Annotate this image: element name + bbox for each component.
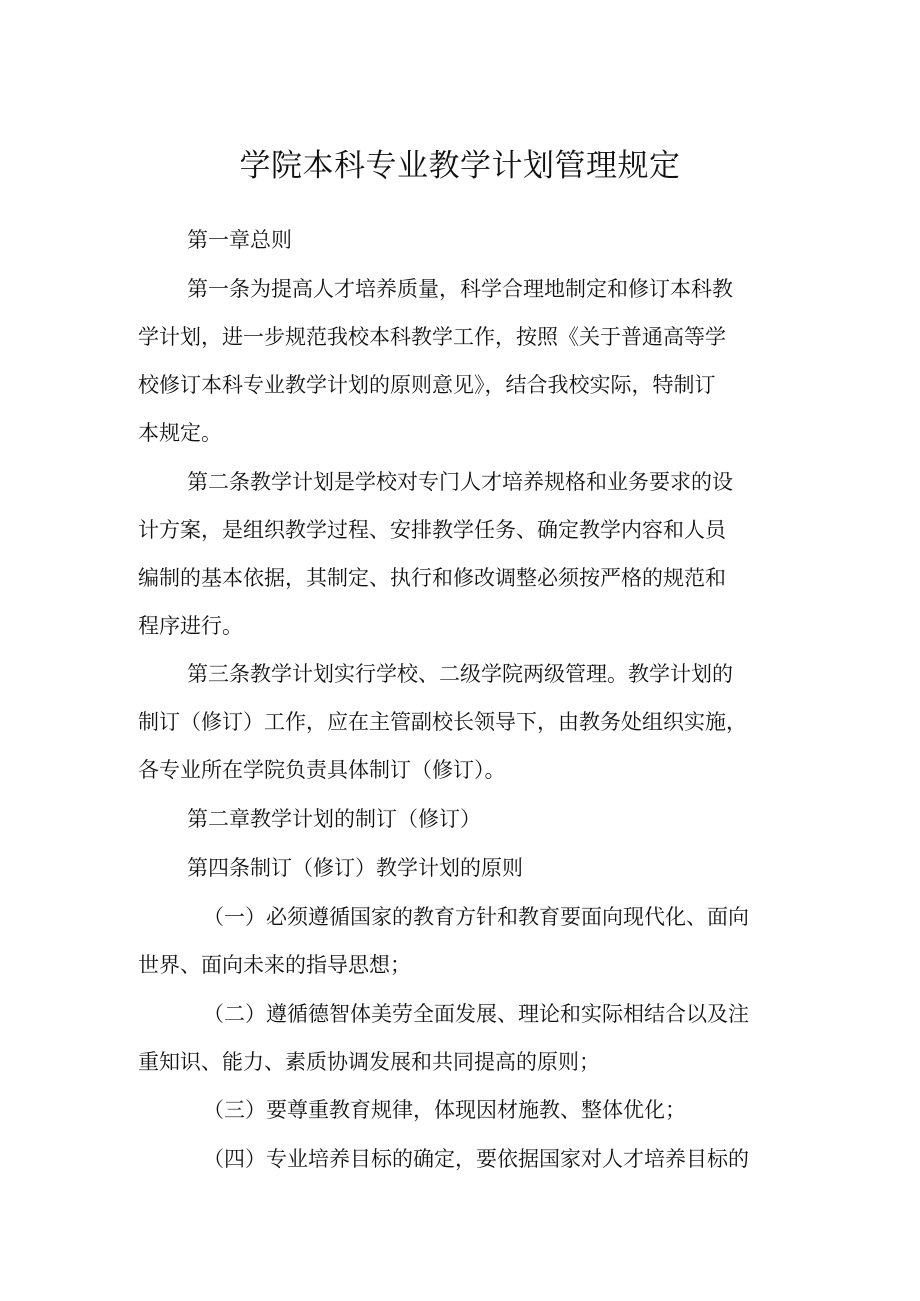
- text-line: （四）专业培养目标的确定，要依据国家对人才培养目标的: [203, 1147, 749, 1172]
- text-line: 校修订本科专业教学计划的原则意见》，结合我校实际，特制订: [138, 372, 716, 397]
- chapter-heading-1: [138, 216, 790, 264]
- text-line: 本规定。: [138, 420, 222, 445]
- chapter-heading-2: [138, 795, 790, 843]
- text-line: 第三条教学计划实行学校、二级学院两级管理。教学计划的: [187, 662, 733, 687]
- text-line: （一）必须遵循国家的教育方针和教育要面向现代化、面向: [203, 904, 749, 929]
- text-line: 重知识、能力、素质协调发展和共同提高的原则；: [138, 1049, 600, 1074]
- text-line: 制订（修订）工作，应在主管副校长领导下，由教务处组织实施，: [138, 710, 747, 735]
- principle-3: [138, 1086, 790, 1134]
- text-line: 编制的基本依据，其制定、执行和修改调整必须按严格的规范和: [138, 565, 726, 590]
- document-title: 学院本科专业教学计划管理规定: [239, 148, 681, 184]
- text-line: 世界、面向未来的指导思想；: [138, 952, 411, 977]
- text-line: 第一章总则: [187, 228, 292, 252]
- text-line: 第二章教学计划的制订（修订）: [187, 807, 481, 832]
- article-2: [138, 458, 790, 650]
- article-4-heading: [138, 844, 790, 892]
- principle-1: [138, 893, 790, 989]
- text-line: 程序进行。: [138, 613, 243, 638]
- text-line: 学计划，进一步规范我校本科教学工作，按照《关于普通高等学: [138, 324, 726, 349]
- principle-4: [138, 1135, 790, 1183]
- article-3: [138, 650, 790, 794]
- text-line: （三）要尊重教育规律，体现因材施教、整体优化；: [203, 1098, 686, 1123]
- document-body: [138, 216, 790, 1184]
- text-line: 第一条为提高人才培养质量，科学合理地制定和修订本科教: [187, 276, 733, 301]
- text-line: （二）遵循德智体美劳全面发展、理论和实际相结合以及注: [203, 1001, 749, 1026]
- text-line: 第四条制订（修订）教学计划的原则: [187, 855, 523, 880]
- text-line: 计方案，是组织教学过程、安排教学任务、确定教学内容和人员: [138, 517, 726, 542]
- principle-2: [138, 990, 790, 1086]
- text-line: 第二条教学计划是学校对专门人才培养规格和业务要求的设: [187, 469, 733, 494]
- article-1: [138, 265, 790, 457]
- text-line: 各专业所在学院负责具体制订（修订）。: [138, 758, 506, 783]
